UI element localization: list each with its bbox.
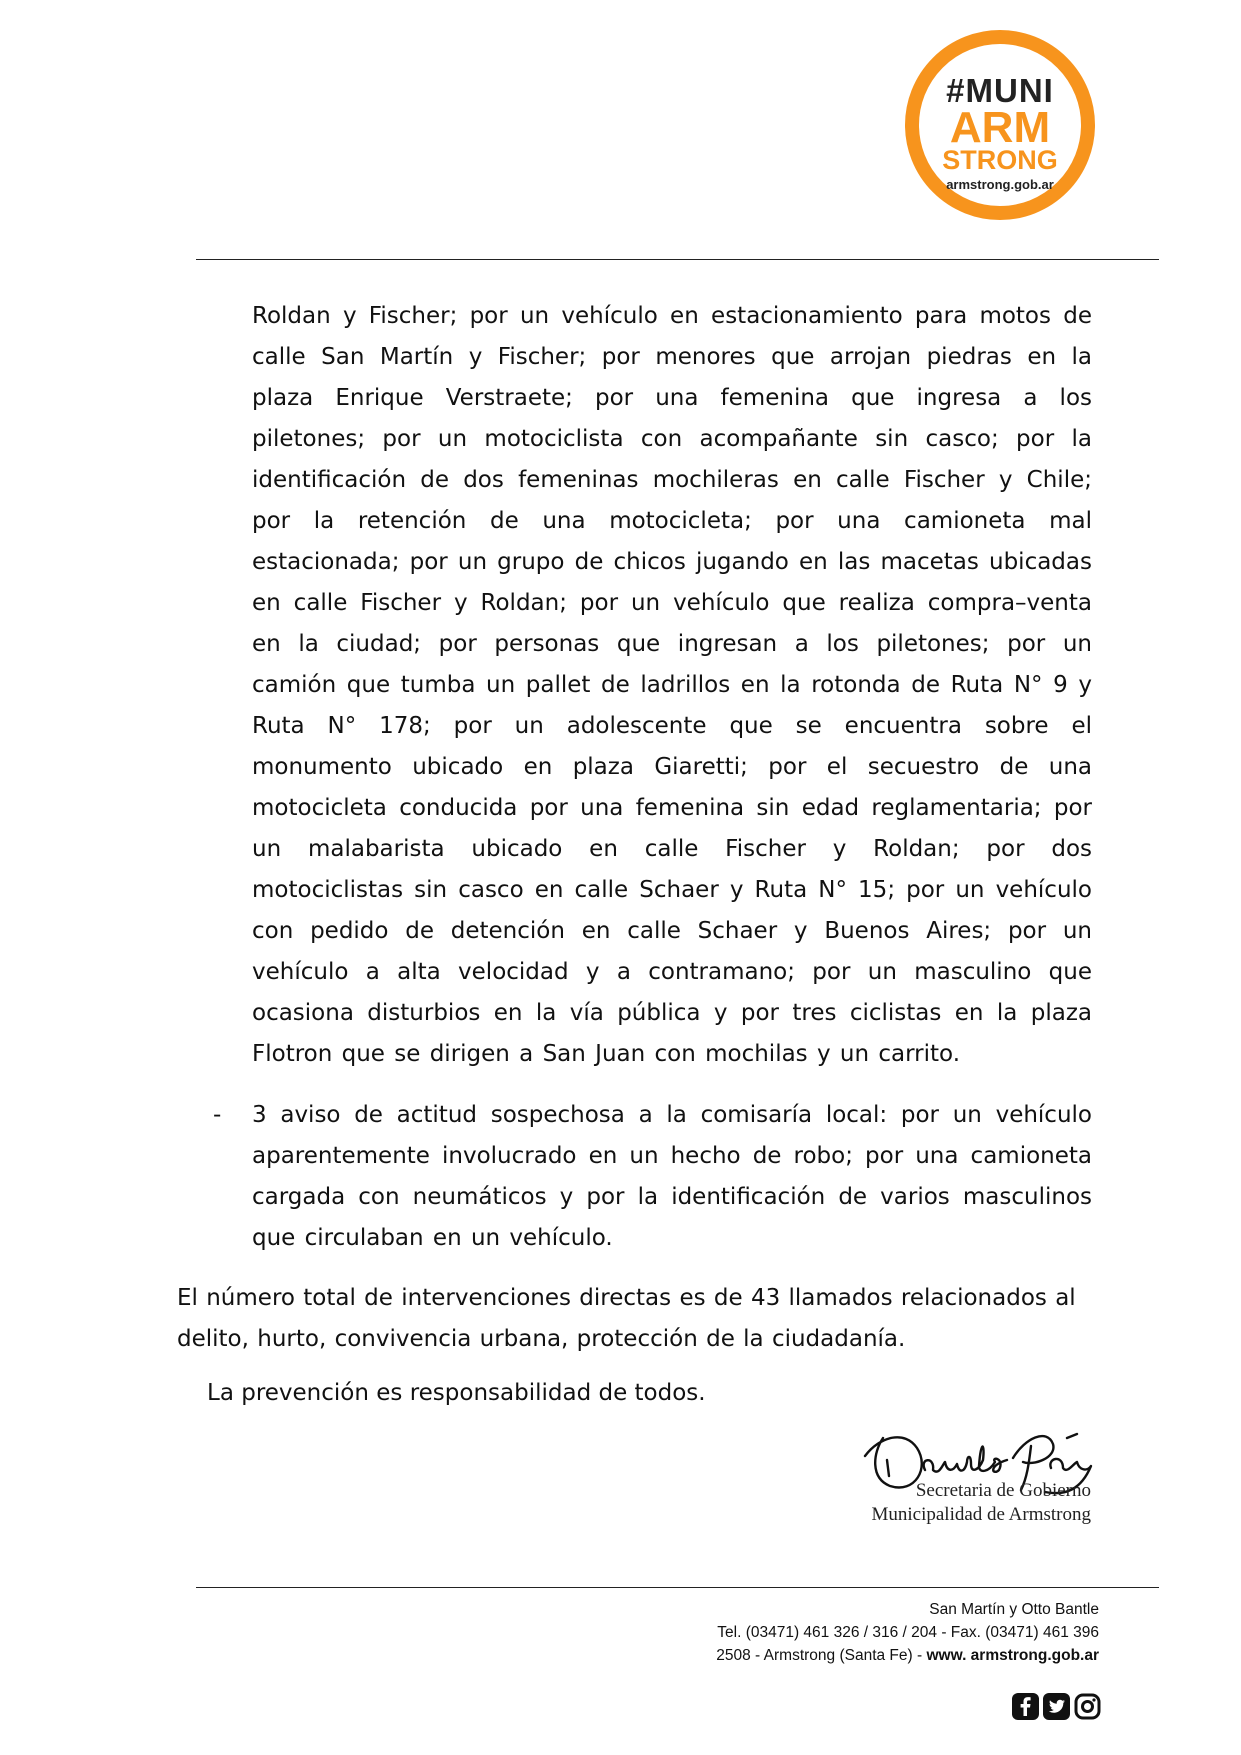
header-divider [196,259,1159,260]
footer-city-website [716,1644,1099,1667]
bullet-item: 3 aviso de actitud sospechosa a la comisaría local: por un vehículo aparentemente involucrado en un hecho de robo; por una camioneta cargada con neumáticos y por la identificación de varios masculinos que circulaban en un vehículo. [252,1102,1092,1251]
footer-city: 2508 - Armstrong (Santa Fe) - [716,1647,927,1664]
logo-line-muni: #MUNI [946,72,1054,109]
footer-phone: Tel. (03471) 461 326 / 316 / 204 - Fax. (03471) 461 396 [717,1624,1099,1641]
signatory-title: Secretaria de Gobierno [915,1480,1091,1501]
signatory-organization: Municipalidad de Armstrong [871,1504,1091,1525]
facebook-icon[interactable] [1012,1693,1039,1720]
instagram-icon[interactable] [1074,1693,1101,1720]
summary-paragraph: El número total de intervenciones directas es de 43 llamados relacionados al delito, hurto, convivencia urbana, protección de la ciudadanía. [177,1285,1076,1352]
social-links [1012,1693,1101,1720]
footer-address: San Martín y Otto Bantle [929,1601,1099,1618]
logo-domain: armstrong.gob.ar [946,177,1054,192]
twitter-icon[interactable] [1043,1693,1070,1720]
logo-line-arm: ARM [949,103,1051,152]
footer-divider [196,1587,1159,1588]
continuation-paragraph: Roldan y Fischer; por un vehículo en estacionamiento para motos de calle San Martín y Fischer; por menores que arrojan piedras en la plaza Enrique Verstraete; por una femenina que ingresa a los piletones; por un motociclista con acompañante sin casco; por la identificación de dos femeninas mochileras en calle Fischer y Chile; por la retención de una motocicleta; por una camioneta mal estacionada; por un grupo de chicos jugando en las macetas ubicadas en calle Fischer y Roldan; por un vehículo que realiza compra–venta en la ciudad; por personas que ingresan a los piletones; por un camión que tumba un pallet de ladrillos en la rotonda de Ruta N° 9 y Ruta N° 178; por un adolescente que se encuentra sobre el monumento ubicado en plaza Giaretti; por el secuestro de una motocicleta conducida por una femenina sin edad reglamentaria; por un malabarista ubicado en calle Fischer y Roldan; por dos motociclistas sin casco en calle Schaer y Ruta N° 15; por un vehículo con pedido de detención en calle Schaer y Buenos Aires; por un vehículo a alta velocidad y a contramano; por un masculino que ocasiona disturbios en la vía pública y por tres ciclistas en la plaza Flotron que se dirigen a San Juan con mochilas y un carrito. [252,303,1092,1067]
bullet-marker: - [213,1102,222,1128]
footer-website-link[interactable]: www. armstrong.gob.ar [926,1647,1099,1664]
municipality-logo [905,30,1095,220]
closing-line: La prevención es responsabilidad de todos. [207,1380,706,1406]
logo-line-strong: STRONG [942,145,1058,175]
